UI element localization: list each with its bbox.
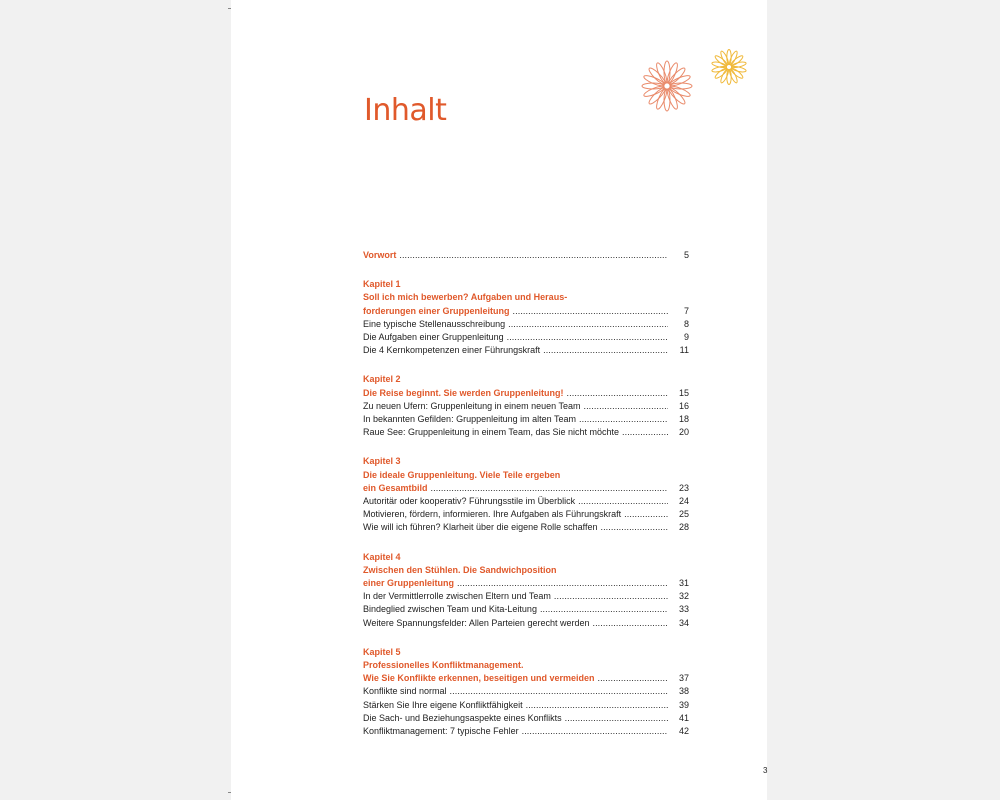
toc-entry[interactable] (363, 400, 689, 413)
toc-chapter (363, 646, 689, 738)
dot-leader (540, 603, 668, 616)
dot-leader (583, 400, 668, 413)
dot-leader (624, 508, 668, 521)
chapter-title-line: Die ideale Gruppenleitung. Viele Teile ergeben (363, 469, 561, 480)
crop-mark (228, 792, 231, 793)
toc-entry-label: Motivieren, fördern, informieren. Ihre Aufgaben als Führungskraft (363, 509, 622, 520)
toc-entry-label: Die Aufgaben einer Gruppenleitung (363, 332, 504, 343)
chapter-title-line: Professionelles Konfliktmanagement. (363, 660, 524, 671)
toc-entry-label: In der Vermittlerrolle zwischen Eltern und Team (363, 591, 551, 602)
toc-entry-page: 25 (678, 509, 689, 520)
chapter-number: Kapitel 1 (363, 279, 401, 290)
toc-chapter (363, 373, 689, 439)
chapter-title-entry[interactable] (363, 482, 689, 495)
chapter-title-entry[interactable] (363, 672, 689, 685)
toc-entry[interactable] (363, 685, 689, 698)
toc-entry-page: 38 (678, 686, 689, 697)
toc-entry-page: 37 (678, 673, 689, 684)
toc-entry-label: Zu neuen Ufern: Gruppenleitung in einem neuen Team (363, 400, 581, 411)
dot-leader (508, 318, 668, 331)
page-number: 3 (763, 766, 768, 775)
dot-leader (507, 331, 668, 344)
toc-entry-page: 9 (683, 332, 689, 343)
toc-entry-page: 8 (683, 318, 689, 329)
crop-mark (228, 8, 231, 9)
dot-leader (565, 712, 668, 725)
flower-icon (709, 47, 749, 87)
dot-leader (554, 590, 668, 603)
toc-entry-label: Die Sach- und Beziehungsaspekte eines Konflikts (363, 712, 562, 723)
dot-leader (592, 617, 668, 630)
toc-entry-label: ein Gesamtbild (363, 482, 428, 493)
page-title: Inhalt (364, 93, 447, 128)
book-page (231, 0, 767, 800)
toc-entry-label: Stärken Sie Ihre eigene Konfliktfähigkeit (363, 699, 523, 710)
toc-entry[interactable] (363, 725, 689, 738)
toc-entry-label: Wie will ich führen? Klarheit über die eigene Rolle schaffen (363, 522, 598, 533)
dot-leader (579, 413, 668, 426)
toc-chapter (363, 551, 689, 630)
toc-entry-label: Wie Sie Konflikte erkennen, beseitigen und vermeiden (363, 673, 595, 684)
dot-leader (431, 482, 668, 495)
toc-entry-page: 18 (678, 414, 689, 425)
toc-entry-label: Konfliktmanagement: 7 typische Fehler (363, 726, 519, 737)
table-of-contents (363, 249, 689, 754)
chapter-title-entry[interactable] (363, 387, 689, 400)
toc-chapter (363, 278, 689, 357)
chapter-number: Kapitel 2 (363, 374, 401, 385)
toc-entry[interactable] (363, 426, 689, 439)
toc-entry-label: forderungen einer Gruppenleitung (363, 305, 510, 316)
toc-entry[interactable] (363, 712, 689, 725)
toc-entry-page: 16 (678, 400, 689, 411)
chapter-title-entry[interactable] (363, 305, 689, 318)
dot-leader (597, 672, 668, 685)
toc-entry[interactable] (363, 521, 689, 534)
toc-entry-page: 15 (678, 387, 689, 398)
toc-entry-label: Raue See: Gruppenleitung in einem Team, das Sie nicht möchte (363, 427, 619, 438)
dot-leader (567, 387, 668, 400)
toc-entry-label: In bekannten Gefilden: Gruppenleitung im alten Team (363, 414, 576, 425)
toc-entry-label: Vorwort (363, 250, 397, 260)
flower-icon (639, 58, 695, 114)
toc-entry-label: Konflikte sind normal (363, 686, 447, 697)
toc-entry-label: Eine typische Stellenausschreibung (363, 318, 506, 329)
dot-leader (622, 426, 668, 439)
toc-entry[interactable] (363, 344, 689, 357)
toc-entry[interactable] (363, 318, 689, 331)
dot-leader (399, 249, 668, 262)
toc-entry-page: 42 (678, 726, 689, 737)
dot-leader (600, 521, 668, 534)
toc-entry-page: 5 (683, 250, 689, 260)
toc-entry[interactable] (363, 617, 689, 630)
dot-leader (522, 725, 668, 738)
toc-entry-page: 11 (679, 345, 689, 356)
toc-entry-label: Bindeglied zwischen Team und Kita-Leitung (363, 604, 537, 615)
toc-entry[interactable] (363, 699, 689, 712)
toc-entry-label: Die Reise beginnt. Sie werden Gruppenleitung! (363, 387, 564, 398)
toc-entry[interactable] (363, 495, 689, 508)
toc-entry[interactable] (363, 413, 689, 426)
toc-entry-page: 20 (678, 427, 689, 438)
toc-preface (363, 249, 689, 262)
toc-entry-page: 34 (678, 617, 689, 628)
chapter-number: Kapitel 3 (363, 456, 401, 467)
dot-leader (526, 699, 668, 712)
toc-entry[interactable] (363, 590, 689, 603)
toc-entry-page: 28 (678, 522, 689, 533)
dot-leader (450, 685, 668, 698)
dot-leader (513, 305, 668, 318)
dot-leader (457, 577, 668, 590)
toc-entry-label: Die 4 Kernkompetenzen einer Führungskraft (363, 345, 541, 356)
toc-chapter (363, 455, 689, 534)
chapter-number: Kapitel 4 (363, 551, 401, 562)
toc-entry-label: Weitere Spannungsfelder: Allen Parteien gerecht werden (363, 617, 590, 628)
toc-entry-page: 7 (683, 305, 689, 316)
dot-leader (543, 344, 668, 357)
toc-entry[interactable] (363, 331, 689, 344)
dot-leader (578, 495, 668, 508)
toc-entry-page: 24 (678, 496, 689, 507)
toc-entry-page: 23 (678, 482, 689, 493)
chapter-title-line: Soll ich mich bewerben? Aufgaben und Heraus- (363, 292, 568, 303)
toc-entry[interactable] (363, 508, 689, 521)
toc-entry-page: 32 (678, 591, 689, 602)
toc-entry-page: 31 (678, 578, 689, 589)
toc-entry-page: 41 (678, 712, 689, 723)
toc-entry-label: einer Gruppenleitung (363, 578, 455, 589)
toc-entry[interactable] (363, 603, 689, 616)
toc-entry-label: Autoritär oder kooperativ? Führungsstile im Überblick (363, 496, 576, 507)
toc-entry-page: 39 (678, 699, 689, 710)
chapter-title-line: Zwischen den Stühlen. Die Sandwichposition (363, 564, 557, 575)
toc-entry[interactable] (363, 249, 689, 262)
chapter-number: Kapitel 5 (363, 646, 401, 657)
toc-entry-page: 33 (678, 604, 689, 615)
chapter-title-entry[interactable] (363, 577, 689, 590)
